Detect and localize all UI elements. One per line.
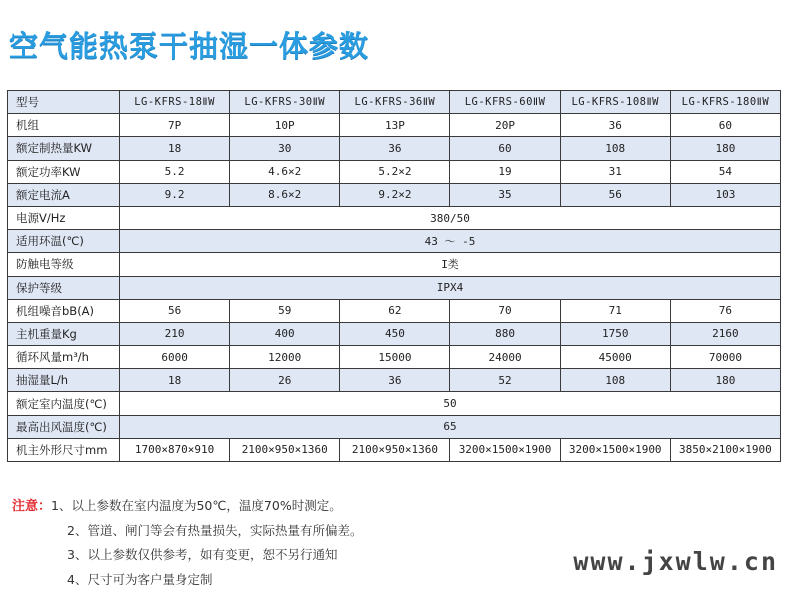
row-label: 额定室内温度(℃) — [8, 392, 120, 415]
table-cell: 1750 — [560, 322, 670, 345]
table-cell: 24000 — [450, 346, 560, 369]
table-row — [8, 392, 781, 415]
table-cell: 31 — [560, 160, 670, 183]
table-cell: 62 — [340, 299, 450, 322]
table-cell: 18 — [120, 369, 230, 392]
table-cell: 19 — [450, 160, 560, 183]
row-label: 机组 — [8, 114, 120, 137]
table-cell: 3200×1500×1900 — [450, 438, 560, 461]
note-line-1 — [12, 494, 362, 519]
table-cell: 54 — [670, 160, 780, 183]
table-row — [8, 415, 781, 438]
spec-table — [7, 90, 781, 462]
table-cell: 108 — [560, 369, 670, 392]
table-cell: IPX4 — [120, 276, 781, 299]
row-label: 额定制热量KW — [8, 137, 120, 160]
table-cell: 5.2 — [120, 160, 230, 183]
table-row — [8, 438, 781, 461]
table-cell: 4.6×2 — [230, 160, 340, 183]
table-cell: 108 — [560, 137, 670, 160]
table-cell: 3200×1500×1900 — [560, 438, 670, 461]
table-cell: 18 — [120, 137, 230, 160]
page-title: 空气能热泵干抽湿一体参数 — [9, 29, 370, 63]
table-cell: 26 — [230, 369, 340, 392]
table-cell: 60 — [450, 137, 560, 160]
note-lead: 注意： — [12, 499, 52, 514]
table-cell: 43 ～ -5 — [120, 230, 781, 253]
table-cell: 15000 — [340, 346, 450, 369]
table-cell: 45000 — [560, 346, 670, 369]
table-cell: 2100×950×1360 — [230, 438, 340, 461]
table-row — [8, 276, 781, 299]
table-cell: 52 — [450, 369, 560, 392]
table-cell: 76 — [670, 299, 780, 322]
note-text: 1、以上参数在室内温度为50℃，温度70%时测定。 — [51, 498, 342, 513]
table-row — [8, 253, 781, 276]
table-cell: 36 — [340, 369, 450, 392]
website-watermark: www.jxwlw.cn — [573, 547, 778, 576]
table-row — [8, 137, 781, 160]
table-row — [8, 299, 781, 322]
table-cell: 2100×950×1360 — [340, 438, 450, 461]
row-label: 机主外形尺寸mm — [8, 438, 120, 461]
table-cell: 10P — [230, 114, 340, 137]
row-label: 电源V/Hz — [8, 206, 120, 229]
model-header: LG-KFRS-60ⅡW — [450, 91, 560, 114]
table-cell: 450 — [340, 322, 450, 345]
table-cell: 180 — [670, 137, 780, 160]
model-header: LG-KFRS-36ⅡW — [340, 91, 450, 114]
table-cell: 3850×2100×1900 — [670, 438, 780, 461]
row-label: 防触电等级 — [8, 253, 120, 276]
table-cell: 12000 — [230, 346, 340, 369]
table-cell: 880 — [450, 322, 560, 345]
table-cell: 2160 — [670, 322, 780, 345]
table-header-row — [8, 91, 781, 114]
header-label: 型号 — [8, 91, 120, 114]
table-cell: 65 — [120, 415, 781, 438]
model-header: LG-KFRS-30ⅡW — [230, 91, 340, 114]
table-row — [8, 114, 781, 137]
table-cell: 71 — [560, 299, 670, 322]
row-label: 最高出风温度(℃) — [8, 415, 120, 438]
table-row — [8, 160, 781, 183]
table-row — [8, 322, 781, 345]
table-cell: 59 — [230, 299, 340, 322]
table-cell: 5.2×2 — [340, 160, 450, 183]
table-cell: 56 — [120, 299, 230, 322]
table-row — [8, 369, 781, 392]
model-header: LG-KFRS-180ⅡW — [670, 91, 780, 114]
row-label: 机组噪音bB(A) — [8, 299, 120, 322]
table-cell: 36 — [340, 137, 450, 160]
table-cell: 103 — [670, 183, 780, 206]
table-cell: 20P — [450, 114, 560, 137]
row-label: 循环风量m³/h — [8, 346, 120, 369]
table-cell: 30 — [230, 137, 340, 160]
table-cell: 36 — [560, 114, 670, 137]
table-row — [8, 230, 781, 253]
row-label: 额定功率KW — [8, 160, 120, 183]
table-cell: 9.2×2 — [340, 183, 450, 206]
row-label: 保护等级 — [8, 276, 120, 299]
table-cell: 380/50 — [120, 206, 781, 229]
table-cell: 210 — [120, 322, 230, 345]
table-cell: I类 — [120, 253, 781, 276]
table-cell: 8.6×2 — [230, 183, 340, 206]
table-cell: 60 — [670, 114, 780, 137]
table-cell: 180 — [670, 369, 780, 392]
table-cell: 6000 — [120, 346, 230, 369]
row-label: 主机重量Kg — [8, 322, 120, 345]
row-label: 适用环温(℃) — [8, 230, 120, 253]
notes — [12, 494, 362, 592]
note-line-3: 3、以上参数仅供参考，如有变更，恕不另行通知 — [67, 547, 338, 562]
table-cell: 70000 — [670, 346, 780, 369]
table-cell: 56 — [560, 183, 670, 206]
table-cell: 1700×870×910 — [120, 438, 230, 461]
table-cell: 7P — [120, 114, 230, 137]
table-cell: 70 — [450, 299, 560, 322]
note-line-2: 2、管道、闸门等会有热量损失，实际热量有所偏差。 — [67, 522, 363, 538]
row-label: 额定电流A — [8, 183, 120, 206]
note-line-4: 4、尺寸可为客户量身定制 — [67, 571, 213, 587]
table-cell: 9.2 — [120, 183, 230, 206]
table-cell: 13P — [340, 114, 450, 137]
table-row — [8, 206, 781, 229]
row-label: 抽湿量L/h — [8, 369, 120, 392]
table-cell: 35 — [450, 183, 560, 206]
table-cell: 50 — [120, 392, 781, 415]
table-row — [8, 183, 781, 206]
model-header: LG-KFRS-108ⅡW — [560, 91, 670, 114]
table-cell: 400 — [230, 322, 340, 345]
table-row — [8, 346, 781, 369]
model-header: LG-KFRS-18ⅡW — [120, 91, 230, 114]
